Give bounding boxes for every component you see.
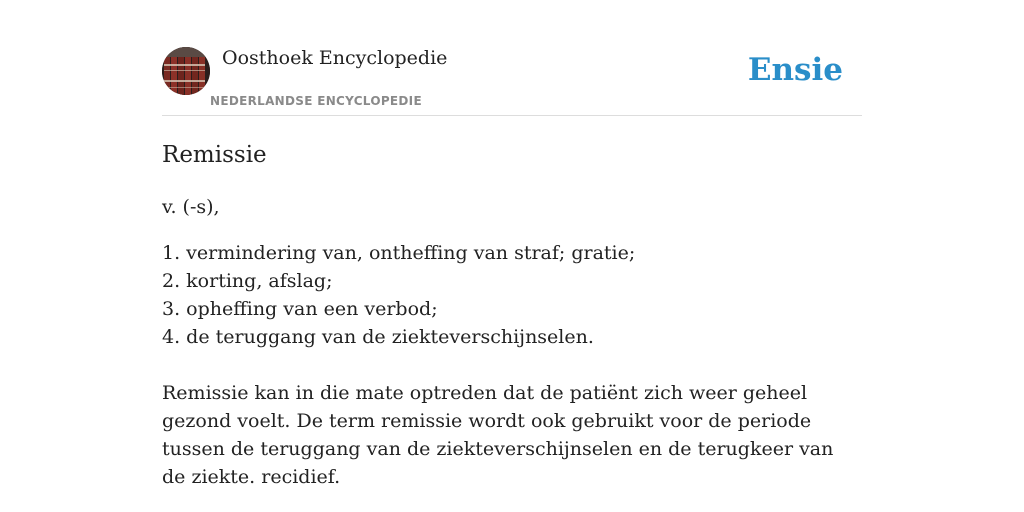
brand-logo-link[interactable]: Ensie (747, 52, 843, 88)
site-subtitle: NEDERLANDSE ENCYCLOPEDIE (210, 94, 422, 108)
article-body: Remissie kan in die mate optreden dat de patiënt zich weer geheel gezond voelt. De term remissie wordt ook gebruikt voor de periode tussen de teruggang van de ziekteverschijnselen en de terugkeer van de ziekte. recidief. (162, 382, 834, 488)
site-title[interactable]: Oosthoek Encyclopedie (222, 47, 448, 69)
definition-item: 2. korting, afslag; (162, 270, 333, 292)
article-title: Remissie (162, 142, 267, 168)
definition-list (162, 239, 635, 351)
definition-item: 3. opheffing van een verbod; (162, 298, 438, 320)
page-container (162, 0, 862, 488)
encyclopedia-books-icon[interactable] (162, 47, 210, 95)
grammar-note: v. (-s), (162, 196, 220, 218)
definition-item: 4. de teruggang van de ziekteverschijnselen. (162, 326, 594, 348)
definition-item: 1. vermindering van, ontheffing van straf; gratie; (162, 242, 636, 264)
site-header (162, 0, 862, 116)
